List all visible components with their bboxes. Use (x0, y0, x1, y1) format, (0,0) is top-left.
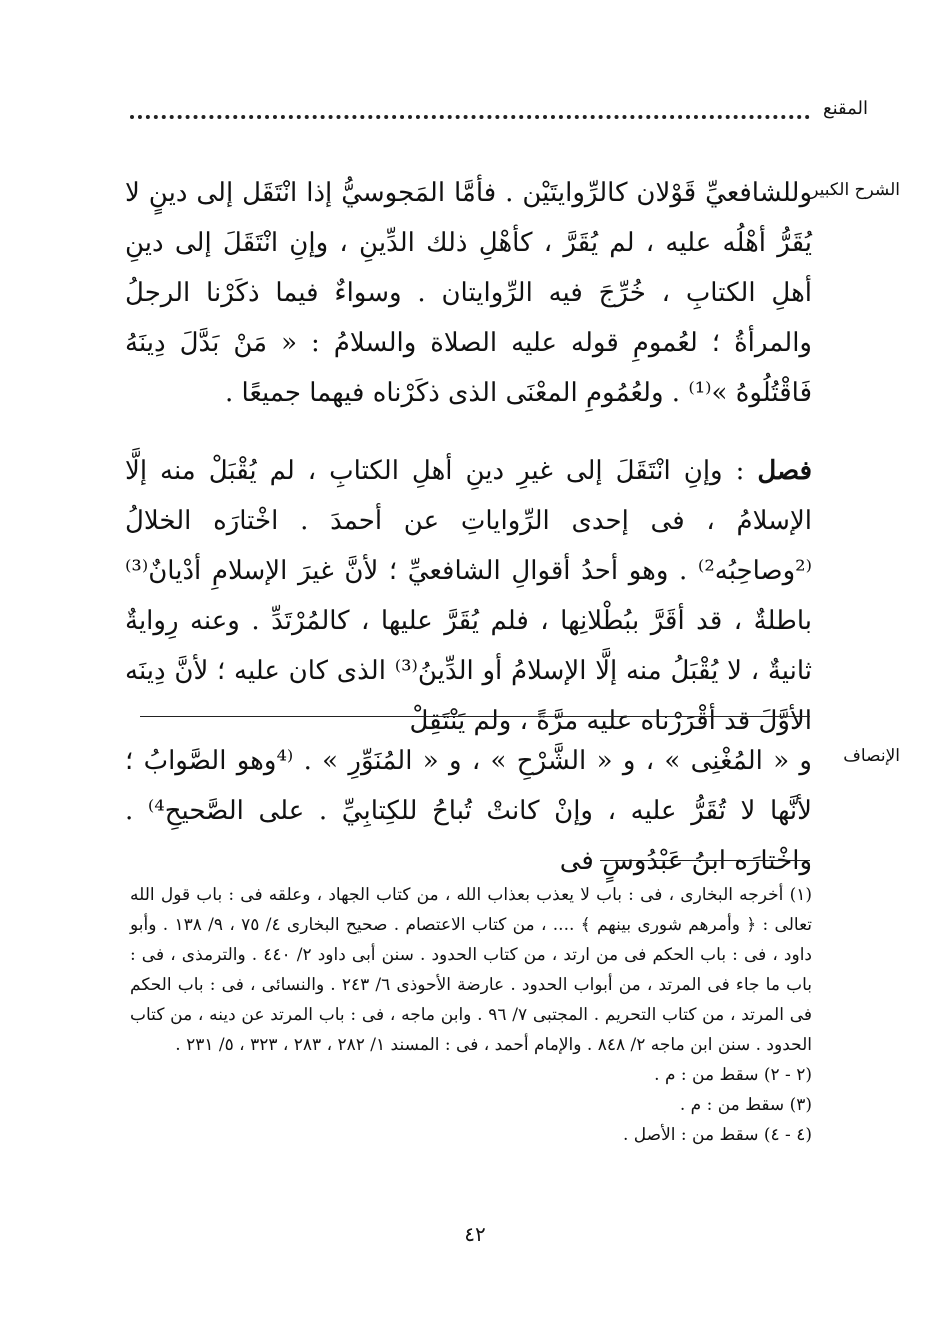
insaf-body (125, 736, 812, 886)
sharh-paragraph-1: وللشافعيِّ قَوْلان كالرِّوايتَيْن . فأمَّا المَجوسيُّ إذا انْتَقَل إلى دينٍ لا يُقَرُّ أهْلُه عليه ، لم يُقَرَّ ، كأهْلِ ذلك الدِّينِ ، وإنِ انْتَقَلَ إلى دينِ أهلِ الكتابِ ، خُرِّجَ فيه الرِّوايتان . وسواءٌ فيما ذكَرْنا الرجلُ والمرأةُ ؛ لعُمومِ قوله عليه الصلاة والسلامُ : « مَنْ بَدَّلَ دِينَهُ فَاقْتُلُوهُ »⁽¹⁾ . ولعُمُومِ المعْنَى الذى ذكَرْناه فيهما جميعًا . (125, 178, 812, 408)
footnote-divider (600, 860, 810, 861)
running-header-title: المقنع (822, 98, 868, 119)
footnote-4: (٤ - ٤) سقط من : الأصل . (622, 1125, 812, 1145)
footnote-2: (٢ - ٢) سقط من : م . (654, 1065, 812, 1085)
sharh-paragraph-2 (125, 446, 812, 746)
footnotes (130, 880, 812, 1150)
section-label-sharh: الشرح الكبير (810, 180, 900, 200)
section-label-insaf: الإنصاف (843, 746, 900, 766)
paragraph-gap (125, 418, 812, 446)
sharh-body (125, 168, 812, 746)
page-number: ٤٢ (464, 1222, 486, 1246)
header-dotted-rule (130, 115, 810, 119)
fasl-heading: فصل (757, 456, 812, 486)
footnote-1: (١) أخرجه البخارى ، فى : باب لا يعذب بعذاب الله ، من كتاب الجهاد ، وعلقه فى : باب قول الله تعالى : ﴿ وأمرهم شورى بينهم ﴾ .... ، من كتاب الاعتصام . صحيح البخارى ٤/ ٧٥ ، ٩/ ١٣٨ . وأبو داود ، فى : باب الحكم فى من ارتد ، من كتاب الحدود . سنن أبى داود ٢/ ٤٤٠ . والترمذى ، فى : باب ما جاء فى المرتد ، من أبواب الحدود . عارضة الأحوذى ٦/ ٢٤٣ . والنسائى ، فى : باب الحكم فى المرتد ، من كتاب التحريم . المجتبى ٧/ ٩٦ . وابن ماجه ، فى : باب المرتد عن دينه ، من كتاب الحدود . سنن ابن ماجه ٢/ ٨٤٨ . والإمام أحمد ، فى : المسند ١/ ٢٨٢ ، ٢٨٣ ، ٣٢٣ ، ٥/ ٢٣١ . (130, 885, 813, 1055)
fasl-text: : وإنِ انْتَقَلَ إلى غيرِ دينِ أهلِ الكتابِ ، لم يُقْبَلْ منه إلَّا الإسلامُ ، فى إحدى الرِّواياتِ عن أحمدَ . اخْتارَه الخلالُ ⁽²وصاحِبُه²⁾ . وهو أحدُ أقوالِ الشافعيِّ ؛ لأنَّ غيرَ الإسلامِ أدْيانٌ⁽³⁾ باطلةٌ ، قد أقَرَّ ببُطْلانِها ، فلم يُقَرَّ عليها ، كالمُرْتَدِّ . وعنه رِوايةٌ ثانيةٌ ، لا يُقْبَلُ منه إلَّا الإسلامُ أو الدِّينُ⁽³⁾ الذى كان عليه ؛ لأنَّ دِينَه الأوَّلَ قد أقْرَرْناه عليه مرَّةً ، ولم يَنْتَقِلْ (125, 456, 813, 736)
insaf-paragraph-1: و « المُغْنِى » ، و « الشَّرْحِ » ، و « المُنَوِّرِ » . ⁽⁴وهو الصَّوابُ ؛ لأنَّها لا تُقَرُّ عليه ، وإنْ كانتْ تُباحُ للكِتابِيِّ . على الصَّحيحِ⁴⁾ . واخْتارَه ابنُ عَبْدُوسٍ فى (125, 746, 812, 876)
footnote-3: (٣) سقط من : م . (679, 1095, 812, 1115)
section-divider (140, 716, 810, 717)
